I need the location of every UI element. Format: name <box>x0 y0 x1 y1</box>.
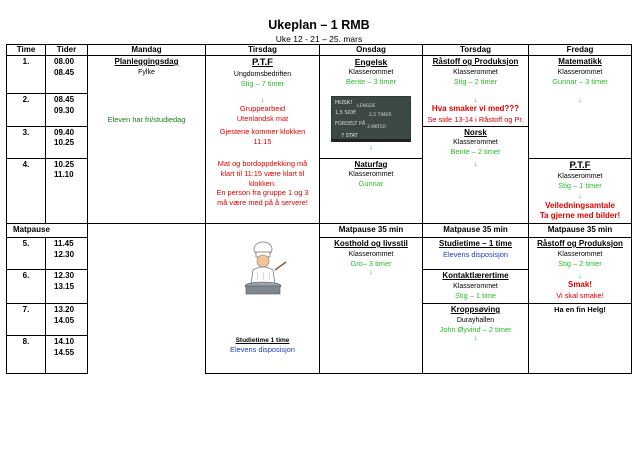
friday-greeting: Ha en fin Helg! <box>554 305 606 315</box>
thursday-room: Durayhallen <box>456 316 495 324</box>
thursday-cell <box>423 56 529 94</box>
wednesday-cell <box>320 238 423 270</box>
monday-room: Fylke <box>138 68 155 76</box>
header-tuesday: Tirsdag <box>206 45 320 56</box>
tuesday-cell <box>206 56 320 94</box>
tuesday-cell <box>206 304 320 336</box>
wednesday-cell <box>320 336 423 374</box>
thursday-teacher: Stig – 2 timer <box>453 76 498 86</box>
header-tider: Tider <box>46 45 88 56</box>
wednesday-subject-naturfag: Naturfag <box>354 159 388 169</box>
thursday-room: Klasserommet <box>453 139 498 147</box>
lunch-row <box>7 224 632 238</box>
svg-text:FORDELT PÅ: FORDELT PÅ <box>335 120 366 127</box>
friday-cell <box>529 270 632 304</box>
table-row <box>7 126 632 158</box>
wednesday-lunch: Matpause 35 min <box>320 224 423 238</box>
friday-room: Klasserommet <box>557 68 603 76</box>
down-arrow-icon: ↓ <box>473 94 478 104</box>
table-row <box>7 56 632 94</box>
chalkboard-image <box>331 96 411 142</box>
svg-text:7 STAT: 7 STAT <box>341 132 358 139</box>
friday-cell <box>529 158 632 223</box>
tuesday-lunch <box>206 224 320 238</box>
friday-note: Ta gjerne med bilder! <box>539 211 621 221</box>
svg-text:HUSK!: HUSK! <box>335 99 353 106</box>
wednesday-room: Klasserommet <box>348 250 394 258</box>
time-range: 08.45 09.30 <box>46 94 88 127</box>
svg-text:LENGDE: LENGDE <box>357 103 376 109</box>
friday-cell <box>529 56 632 94</box>
monday-cell <box>88 56 206 94</box>
friday-note: Veiledningsamtale <box>545 200 615 210</box>
monday-cell <box>88 126 206 158</box>
friday-cell <box>529 336 632 374</box>
thursday-subject: Kontaktlærertime <box>442 271 509 281</box>
thursday-teacher: Stig – 1 time <box>454 290 497 300</box>
wednesday-cell <box>320 94 423 159</box>
header-time: Time <box>7 45 46 56</box>
time-range: 14.10 14.55 <box>46 336 88 374</box>
time-range: 12.30 13.15 <box>46 270 88 304</box>
monday-lunch <box>88 224 206 238</box>
friday-room: Klasserommet <box>557 250 603 258</box>
thursday-cell <box>423 94 529 127</box>
wednesday-subject-english: Engelsk <box>354 57 388 67</box>
tuesday-line: må være med på å servere! <box>217 198 308 208</box>
wednesday-cell <box>320 304 423 336</box>
friday-teacher: Gunnar – 3 timer <box>552 76 608 86</box>
monday-note: Eleven har fri/studiedag <box>107 115 186 125</box>
friday-subject: P.T.F <box>569 159 591 171</box>
thursday-subject: Norsk <box>464 127 487 137</box>
tuesday-line: Mat og bordoppdekking må <box>217 159 308 169</box>
thursday-teacher: John Øyvind – 2 timer <box>439 324 512 334</box>
down-arrow-icon: ↓ <box>578 94 582 104</box>
tuesday-line: Gruppearbeid <box>239 104 286 114</box>
down-arrow-icon: ↓ <box>369 141 373 151</box>
wednesday-teacher: Gunnar <box>358 179 384 189</box>
week-subtitle: Uke 12 - 21 – 25. mars <box>275 34 363 44</box>
svg-text:3 ØKTER: 3 ØKTER <box>367 124 387 130</box>
wednesday-teacher: Bente – 3 timer <box>345 77 397 87</box>
down-arrow-icon: ↓ <box>578 191 582 201</box>
time-range: 09.40 10.25 <box>46 126 88 158</box>
tuesday-line: 11:15 <box>253 136 272 146</box>
time-range: 08.00 08.45 <box>46 56 88 94</box>
tuesday-cell <box>206 126 320 158</box>
thursday-subject: Studietime – 1 time <box>439 239 512 249</box>
friday-teacher: Stig – 1 timer <box>558 181 602 191</box>
wednesday-room: Klasserommet <box>348 69 394 77</box>
friday-lunch: Matpause 35 min <box>529 224 632 238</box>
time-number: 5. <box>7 238 46 270</box>
thursday-cell <box>423 126 529 158</box>
thursday-lunch: Matpause 35 min <box>423 224 529 238</box>
time-range: 11.45 12.30 <box>46 238 88 270</box>
time-range: 13.20 14.05 <box>46 304 88 336</box>
tuesday-subject: P.T.F <box>252 57 273 68</box>
thursday-note: Elevens disposisjon <box>443 249 508 259</box>
header-row <box>7 45 632 56</box>
tuesday-line: klart til 11:15 være klart til <box>220 168 305 178</box>
friday-cell <box>529 94 632 127</box>
schedule-table <box>6 44 632 374</box>
table-row <box>7 158 632 223</box>
header-monday: Mandag <box>88 45 206 56</box>
monday-cell <box>88 158 206 223</box>
down-arrow-icon: ↓ <box>260 94 265 104</box>
friday-cell <box>529 304 632 336</box>
time-number: 3. <box>7 126 46 158</box>
thursday-room: Klasserommet <box>453 68 498 76</box>
tuesday-line: Utenlandsk mat <box>236 114 289 124</box>
monday-cell <box>88 94 206 127</box>
down-arrow-icon: ↓ <box>369 266 373 276</box>
wednesday-room: Klasserommet <box>348 171 394 179</box>
tuesday-subject-study: Studietime 1 time <box>235 336 290 344</box>
monday-cell <box>88 238 206 374</box>
time-number: 2. <box>7 94 46 127</box>
friday-cell <box>529 126 632 158</box>
svg-text:2,5 TIMER: 2,5 TIMER <box>369 112 392 118</box>
down-arrow-icon: ↓ <box>578 270 582 280</box>
thursday-cell <box>423 158 529 223</box>
tuesday-line: Gjestene kommer klokken <box>219 127 306 137</box>
thursday-cell <box>423 332 529 374</box>
tuesday-line: klokken. <box>248 178 277 188</box>
time-number: 6. <box>7 270 46 304</box>
time-number: 8. <box>7 336 46 374</box>
tuesday-line: En person fra gruppe 1 og 3 <box>216 188 309 198</box>
thursday-cell <box>423 304 529 336</box>
tuesday-cell <box>206 336 320 374</box>
svg-text:1,5 SIDE: 1,5 SIDE <box>335 109 357 116</box>
tuesday-cell <box>206 238 320 304</box>
friday-teacher: Stig – 2 timer <box>558 258 602 268</box>
thursday-room: Klasserommet <box>453 282 498 290</box>
thursday-subject: Kroppsøving <box>450 305 501 315</box>
time-number: 7. <box>7 304 46 336</box>
friday-note: Smak! <box>567 280 592 290</box>
friday-note: Vi skal smake! <box>556 290 604 300</box>
time-number: 4. <box>7 158 46 223</box>
time-number: 1. <box>7 56 46 94</box>
friday-room: Klasserommet <box>557 173 603 181</box>
monday-subject: Planleggingsdag <box>114 57 179 66</box>
chef-cooking-image <box>231 240 295 296</box>
down-arrow-icon: ↓ <box>473 159 478 169</box>
wednesday-cell <box>320 56 423 94</box>
header-thursday: Torsdag <box>423 45 529 56</box>
table-row <box>7 238 632 270</box>
time-range: 10.25 11.10 <box>46 158 88 223</box>
page-title: Ukeplan – 1 RMB <box>268 18 370 32</box>
down-arrow-icon: ↓ <box>473 332 478 342</box>
friday-cell <box>529 238 632 270</box>
tuesday-cell <box>206 94 320 127</box>
thursday-cell <box>423 270 529 304</box>
wednesday-teacher: Gro– 3 timer <box>350 258 392 268</box>
thursday-subject: Råstoff og Produksjon <box>432 57 519 66</box>
wednesday-cell <box>320 158 423 223</box>
thursday-question: Hva smaker vi med??? <box>431 104 520 114</box>
thursday-reference: Se side 13-14 i Råstoff og Pr. <box>427 114 524 124</box>
tuesday-note: Elevens disposisjon <box>230 345 295 355</box>
friday-subject: Råstoff og Produksjon <box>537 239 623 249</box>
tuesday-teacher: Stig – 7 timer <box>240 78 285 88</box>
wednesday-cell <box>320 266 423 304</box>
tuesday-cell <box>206 158 320 223</box>
header-friday: Fredag <box>529 45 632 56</box>
thursday-cell <box>423 238 529 270</box>
wednesday-subject-kosthold: Kosthold og livsstil <box>334 239 408 249</box>
thursday-teacher: Bente – 2 timer <box>450 147 501 157</box>
tuesday-room: Ungdomsbedriften <box>233 70 292 78</box>
lunch-label: Matpause <box>7 224 88 238</box>
friday-subject: Matematikk <box>558 57 602 66</box>
table-row <box>7 94 632 127</box>
header-wednesday: Onsdag <box>320 45 423 56</box>
